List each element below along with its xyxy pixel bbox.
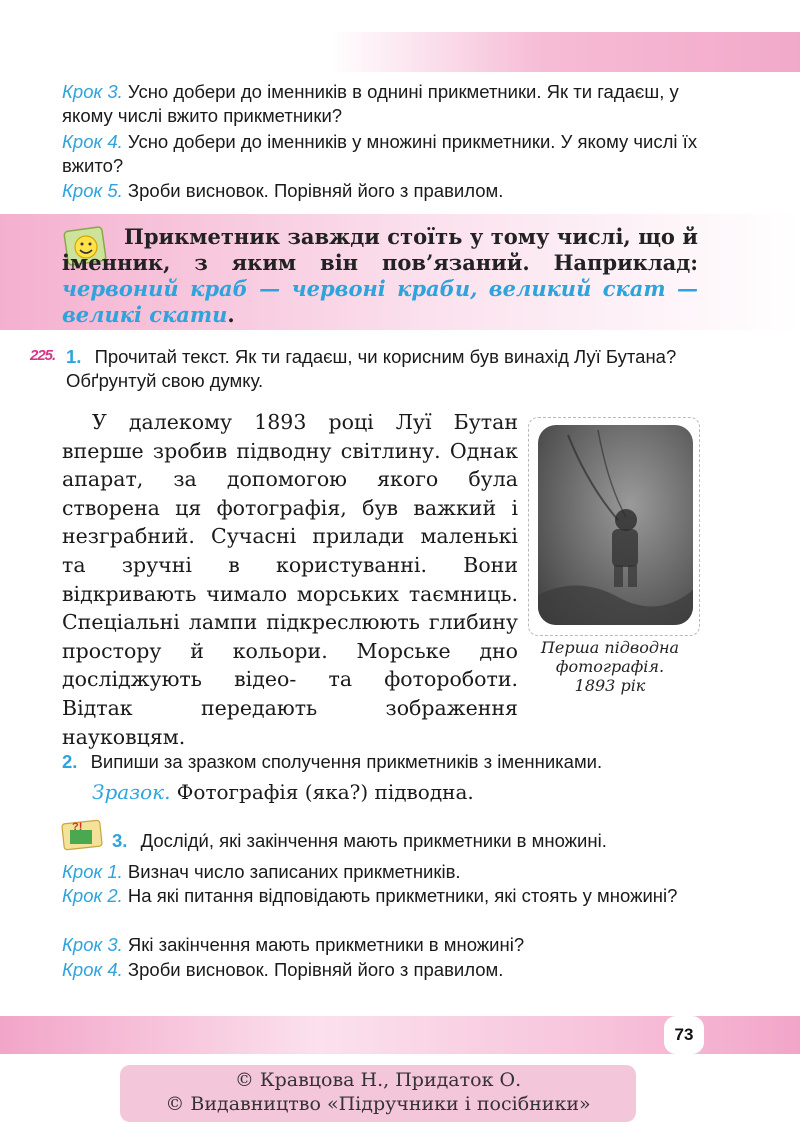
caption-line: фотографія. [555,657,665,676]
task-number: 1. [66,346,82,367]
copyright-box [120,1065,636,1122]
step-text: Усно добери до іменників в однині прикметники. Як ти гадаєш, у якому числі вжито прикметники? [62,81,679,126]
step-key: Крок 4. [62,131,123,152]
step-b3 [62,933,702,957]
task-number: 2. [62,751,78,772]
task-3 [112,829,712,853]
task-1 [66,345,706,393]
rule-text [62,224,698,328]
step-3 [62,80,702,128]
reading-text [62,408,518,751]
research-book-icon [60,818,106,852]
task-text: Досліди́, які закінчення мають прикметники в множині. [140,830,607,851]
task-text: Випиши за зразком сполучення прикметників з іменниками. [90,751,603,772]
step-text: На які питання відповідають прикметники, які стоять у множині? [122,885,678,906]
step-key: Крок 4. [62,959,123,980]
svg-text:?!: ?! [72,821,83,833]
photo-caption [510,638,710,695]
caption-line: Перша підводна [540,638,680,657]
page-number: 73 [664,1016,704,1054]
step-text: Визнач число записаних прикметників. [122,861,461,882]
task-2 [62,750,702,774]
step-b2 [62,884,702,908]
step-5 [62,179,702,203]
step-key: Крок 1. [62,861,123,882]
task-text: Прочитай текст. Як ти гадаєш, чи корисним був винахід Луї Бутана? Обґрунтуй свою думку. [66,346,677,391]
top-decor-band [330,32,800,72]
step-text: Усно добери до іменників у множині прикметники. У якому числі їх вжито? [62,131,698,176]
step-4 [62,130,702,178]
step-text: Зроби висновок. Порівняй його з правилом. [122,180,504,201]
step-text: Які закінчення мають прикметники в множині? [122,934,525,955]
sample-text: Фотографія (яка?) підводна. [170,780,474,804]
copyright-line: © Кравцова Н., Придаток О. [234,1069,522,1091]
copyright-line: © Видавництво «Підручники і посібники» [165,1093,591,1115]
sample-key: Зразок. [92,780,171,804]
step-key: Крок 5. [62,180,123,201]
exercise-number: 225. [30,347,56,364]
step-key: Крок 3. [62,934,123,955]
underwater-photo [538,425,693,625]
reading-body: У далекому 1893 році Луї Бутан вперше зробив підводну світлину. Однак апарат, за допомогою якого була створена ця фотографія, був важкий і незграбний. Сучасні прилади маленькі та зручні в користуванні. Вони відкривають чимало морських таємниць. Спеціальні лампи підкреслюють глибину простору й кольори. Морське дно досліджують відео- та фотороботи. Відтак передають зображення науковцям. [62,410,518,749]
step-b1 [62,860,702,884]
sample-line [92,780,474,804]
step-key: Крок 2. [62,885,123,906]
rule-body: Прикметник завжди стоїть у тому числі, що й іменник, з яким він пов’язаний. Наприклад: [62,224,698,275]
step-key: Крок 3. [62,81,123,102]
step-b4 [62,958,702,982]
task-number: 3. [112,830,128,851]
step-text: Зроби висновок. Порівняй його з правилом. [122,959,504,980]
rule-example: червоний краб — червоні краби, великий скат — великі скати [62,276,698,327]
caption-line: 1893 рік [574,676,646,695]
rule-end: . [227,302,235,327]
